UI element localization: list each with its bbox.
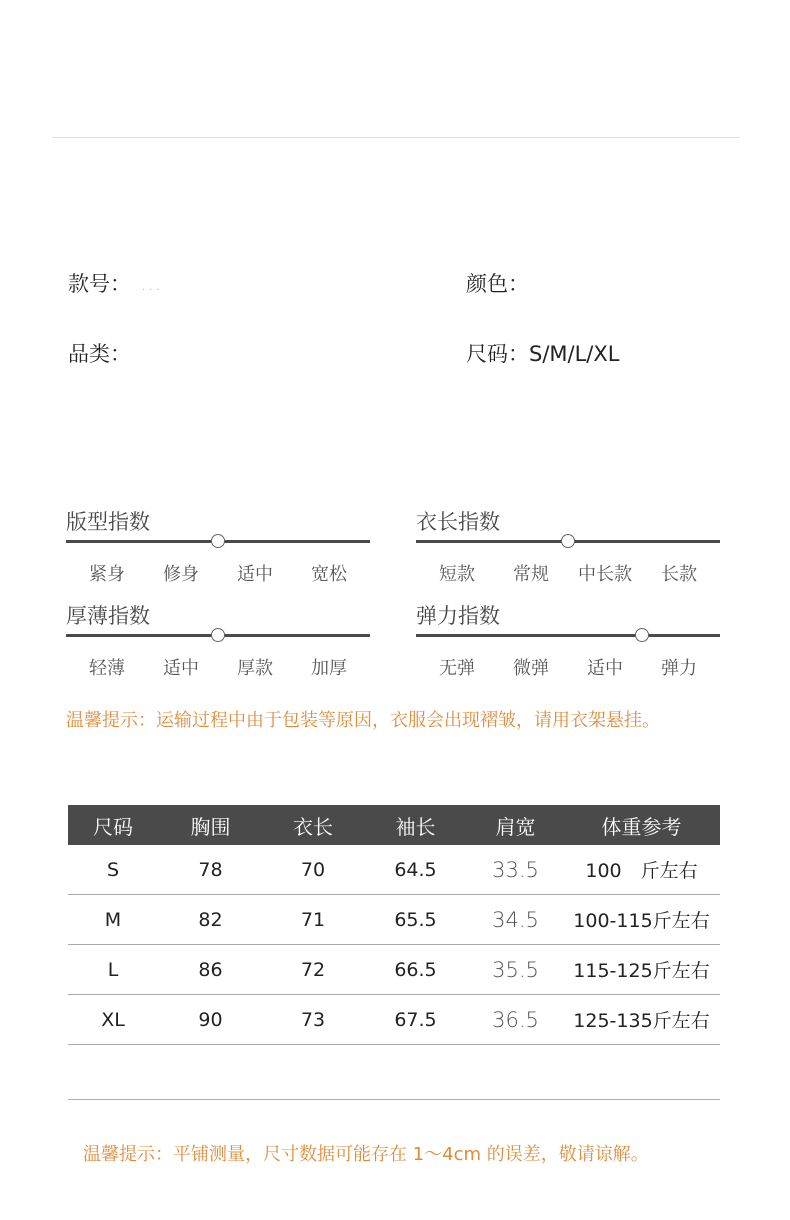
cell-sleeve: 65.5	[363, 895, 468, 945]
cell-weight: 125-135斤左右	[563, 995, 720, 1045]
table-row	[68, 945, 720, 995]
scale-option: 无弹	[439, 658, 475, 679]
length-index-title: 衣长指数	[416, 510, 500, 534]
size-value: S/M/L/XL	[529, 342, 620, 366]
scale-knob	[561, 534, 575, 548]
cell-length: 72	[263, 945, 363, 995]
table-row	[68, 845, 720, 895]
scale-knob	[635, 628, 649, 642]
cell-weight: 100 斤左右	[563, 845, 720, 895]
scale-option: 厚款	[237, 658, 273, 679]
cell-weight: 100-115斤左右	[563, 895, 720, 945]
scale-track	[416, 634, 720, 637]
cell-shoulder: 33.5	[468, 845, 563, 895]
scale-option: 中长款	[578, 564, 632, 585]
scale-option: 微弹	[513, 658, 549, 679]
scale-option: 宽松	[311, 564, 347, 585]
table-header-row	[68, 805, 720, 845]
cell-chest: 90	[158, 995, 263, 1045]
cell-size: XL	[68, 995, 158, 1045]
scale-option: 常规	[513, 564, 549, 585]
shipping-notice: 温馨提示：运输过程中由于包装等原因，衣服会出现褶皱，请用衣架悬挂。	[66, 710, 660, 731]
table-row	[68, 895, 720, 945]
style-no-value: ...	[142, 282, 164, 293]
scale-option: 加厚	[311, 658, 347, 679]
cell-weight: 115-125斤左右	[563, 945, 720, 995]
size-chart-table	[68, 805, 720, 1045]
bottom-divider	[68, 1099, 720, 1100]
cell-chest: 86	[158, 945, 263, 995]
measurement-notice: 温馨提示：平铺测量，尺寸数据可能存在 1～4cm 的误差，敬请谅解。	[83, 1144, 649, 1165]
header-shoulder: 肩宽	[468, 805, 563, 845]
scale-option: 轻薄	[89, 658, 125, 679]
color-label: 颜色：	[466, 272, 529, 296]
scale-knob	[211, 534, 225, 548]
scale-option: 修身	[163, 564, 199, 585]
size-info	[466, 338, 619, 368]
scale-option: 适中	[587, 658, 623, 679]
cell-size: M	[68, 895, 158, 945]
scale-option: 弹力	[661, 658, 697, 679]
cell-length: 71	[263, 895, 363, 945]
header-size: 尺码	[68, 805, 158, 845]
cell-chest: 82	[158, 895, 263, 945]
size-label: 尺码：	[466, 342, 529, 366]
header-weight: 体重参考	[563, 805, 720, 845]
scale-option: 长款	[661, 564, 697, 585]
scale-option: 紧身	[89, 564, 125, 585]
scale-knob	[211, 628, 225, 642]
fit-index-title: 版型指数	[66, 510, 150, 534]
table-row	[68, 995, 720, 1045]
cell-size: L	[68, 945, 158, 995]
header-sleeve: 袖长	[363, 805, 468, 845]
cell-sleeve: 66.5	[363, 945, 468, 995]
cell-size: S	[68, 845, 158, 895]
cell-shoulder: 36.5	[468, 995, 563, 1045]
cell-sleeve: 67.5	[363, 995, 468, 1045]
elasticity-index-title: 弹力指数	[416, 604, 500, 628]
cell-shoulder: 34.5	[468, 895, 563, 945]
scale-option: 适中	[237, 564, 273, 585]
style-no-label: 款号：	[68, 272, 131, 296]
thickness-index-title: 厚薄指数	[66, 604, 150, 628]
cell-chest: 78	[158, 845, 263, 895]
top-divider	[52, 137, 740, 138]
header-chest: 胸围	[158, 805, 263, 845]
scale-option: 适中	[163, 658, 199, 679]
cell-sleeve: 64.5	[363, 845, 468, 895]
cell-length: 70	[263, 845, 363, 895]
cell-length: 73	[263, 995, 363, 1045]
scale-option: 短款	[439, 564, 475, 585]
category-label: 品类：	[68, 342, 131, 366]
header-length: 衣长	[263, 805, 363, 845]
cell-shoulder: 35.5	[468, 945, 563, 995]
